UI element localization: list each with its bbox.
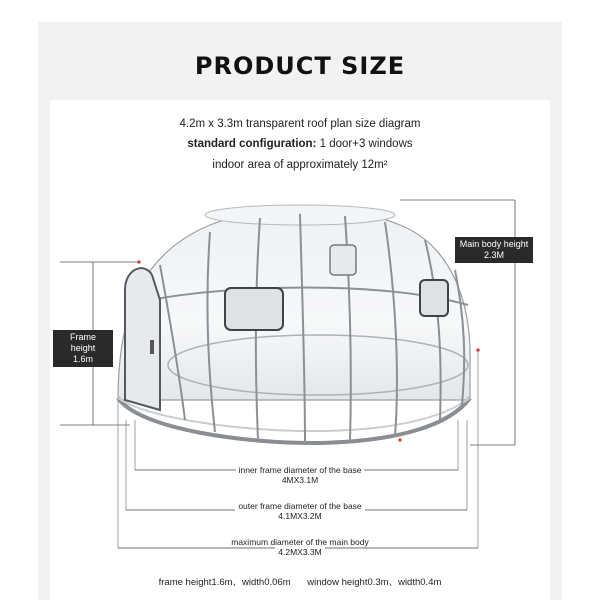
inner-diameter-label — [0, 465, 600, 485]
main-body-height-value: 2.3M — [483, 250, 504, 260]
intro-line-size: 4.2m x 3.3m transparent roof plan size diagram — [179, 118, 421, 130]
window-spec: window height0.3m、width0.4m — [307, 577, 442, 588]
max-diameter-value: 4.2MX3.3M — [275, 547, 324, 557]
window-side — [420, 280, 448, 316]
outer-diameter-label — [0, 501, 600, 521]
door-handle — [150, 340, 154, 354]
inner-diameter-value: 4MX3.1M — [279, 475, 321, 485]
frame-spec: frame height1.6m、width0.06m — [158, 577, 291, 588]
frame-height-value: 1.6m — [72, 354, 93, 364]
config-value: 1 door+3 windows — [316, 138, 413, 150]
outer-diameter-value: 4.1MX3.2M — [275, 511, 324, 521]
main-body-height-label: Main body height — [459, 239, 529, 249]
outer-diameter-text: outer frame diameter of the base — [235, 501, 364, 511]
intro-line-area: indoor area of approximately 12m² — [212, 159, 388, 171]
inner-diameter-text: inner frame diameter of the base — [236, 465, 365, 475]
frame-height-label: Frame height — [69, 332, 96, 353]
max-diameter-text: maximum diameter of the main body — [228, 537, 371, 547]
max-diameter-label — [0, 537, 600, 557]
window-front — [225, 288, 283, 330]
door — [125, 268, 160, 410]
spec-footer — [0, 574, 600, 588]
page-title: PRODUCT SIZE — [194, 52, 406, 80]
frame-height-tag — [53, 330, 113, 367]
window-back — [330, 245, 356, 275]
config-label: standard configuration: — [187, 138, 317, 150]
main-body-height-tag — [455, 237, 533, 263]
